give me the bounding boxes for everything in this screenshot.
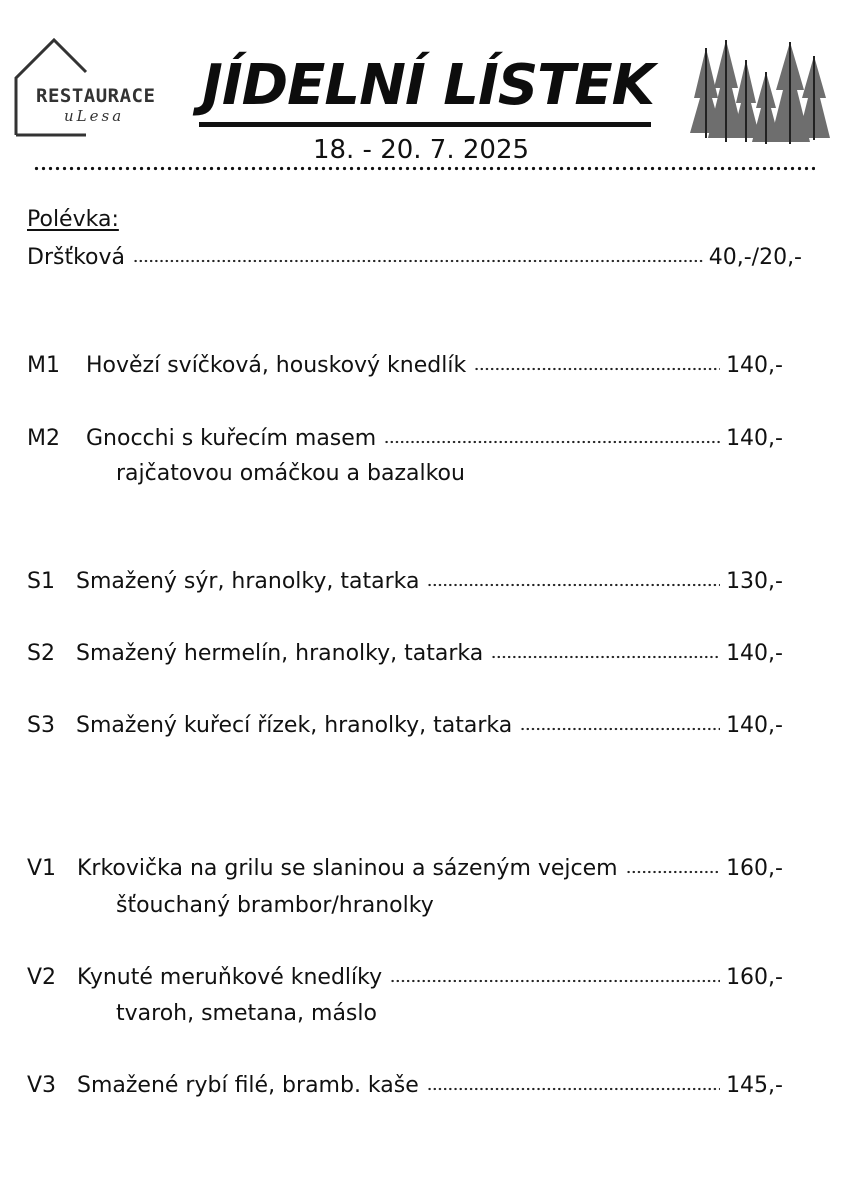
item-name: Smažený hermelín, hranolky, tatarka <box>76 641 484 666</box>
item-code: S2 <box>27 641 55 666</box>
item-price: 160,- <box>726 965 783 990</box>
dot-leader <box>133 258 703 264</box>
item-name: Hovězí svíčková, houskový knedlík <box>86 353 467 378</box>
item-price: 140,- <box>726 353 783 378</box>
menu-item <box>27 639 783 669</box>
soup-price: 40,-/20,- <box>708 245 802 270</box>
item-code: V1 <box>27 856 57 881</box>
menu-item <box>27 424 783 454</box>
soup-item <box>27 243 802 273</box>
dot-leader <box>474 366 720 372</box>
menu-item <box>27 963 783 993</box>
item-description: šťouchaný brambor/hranolky <box>116 893 434 918</box>
menu-item <box>27 351 783 381</box>
item-code: S1 <box>27 569 55 594</box>
page-title: JÍDELNÍ LÍSTEK <box>202 53 654 118</box>
item-name: Krkovička na grilu se slaninou a sázeným vejcem <box>77 856 618 881</box>
dot-leader <box>626 869 720 875</box>
dot-leader <box>384 439 720 445</box>
item-price: 140,- <box>726 713 783 738</box>
dot-leader <box>520 726 720 732</box>
item-name: Gnocchi s kuřecím masem <box>86 426 377 451</box>
item-code: M2 <box>27 426 60 451</box>
item-name: Smažený kuřecí řízek, hranolky, tatarka <box>76 713 513 738</box>
item-code: S3 <box>27 713 55 738</box>
item-code: V3 <box>27 1073 57 1098</box>
dot-leader <box>427 582 720 588</box>
soup-name: Dršťková <box>27 245 125 270</box>
item-price: 145,- <box>726 1073 783 1098</box>
item-description: rajčatovou omáčkou a bazalkou <box>116 461 465 486</box>
item-name: Smažený sýr, hranolky, tatarka <box>76 569 420 594</box>
menu-item <box>27 854 783 884</box>
item-price: 130,- <box>726 569 783 594</box>
dot-leader <box>427 1086 720 1092</box>
logo-name: RESTAURACE <box>36 85 156 107</box>
menu-item <box>27 711 783 741</box>
item-code: M1 <box>27 353 60 378</box>
logo-subtitle: uLesa <box>64 107 125 125</box>
menu-date: 18. - 20. 7. 2025 <box>312 135 530 165</box>
menu-item <box>27 1071 783 1101</box>
menu-item <box>27 567 783 597</box>
soup-section-label: Polévka: <box>27 207 119 232</box>
item-price: 140,- <box>726 426 783 451</box>
item-description: tvaroh, smetana, máslo <box>116 1001 377 1026</box>
item-name: Kynuté meruňkové knedlíky <box>77 965 383 990</box>
dot-leader <box>491 654 720 660</box>
item-price: 140,- <box>726 641 783 666</box>
dot-leader <box>390 978 720 984</box>
item-name: Smažené rybí filé, bramb. kaše <box>77 1073 419 1098</box>
item-price: 160,- <box>726 856 783 881</box>
item-code: V2 <box>27 965 57 990</box>
